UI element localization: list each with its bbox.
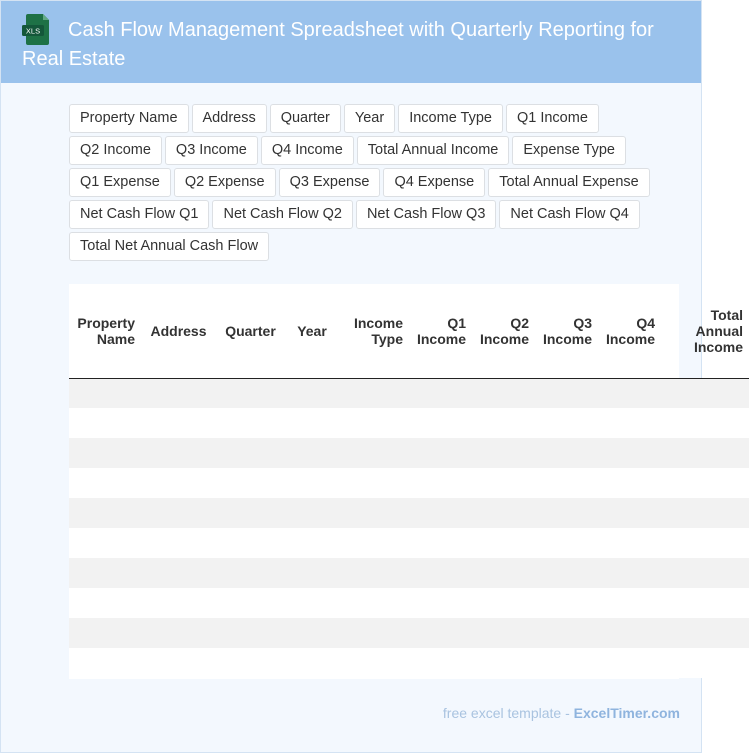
table-cell[interactable] xyxy=(339,648,409,678)
table-cell[interactable] xyxy=(661,648,749,678)
table-cell[interactable] xyxy=(409,468,472,498)
table-cell[interactable] xyxy=(598,558,661,588)
table-header-cell: Q4 Income xyxy=(598,284,661,378)
table-cell[interactable] xyxy=(69,468,141,498)
table-row xyxy=(69,588,749,618)
table-cell[interactable] xyxy=(141,438,216,468)
table-row xyxy=(69,498,749,528)
table-cell[interactable] xyxy=(141,588,216,618)
column-tag[interactable]: Address xyxy=(192,104,267,133)
column-tag[interactable]: Q3 Expense xyxy=(279,168,381,197)
table-cell[interactable] xyxy=(216,648,285,678)
table-cell[interactable] xyxy=(661,408,749,438)
table-cell[interactable] xyxy=(285,468,339,498)
table-header-cell: Property Name xyxy=(69,284,141,378)
table-cell[interactable] xyxy=(69,588,141,618)
table-cell[interactable] xyxy=(472,498,535,528)
column-tag[interactable]: Q3 Income xyxy=(165,136,258,165)
table-cell[interactable] xyxy=(535,438,598,468)
table-cell[interactable] xyxy=(216,378,285,408)
table-header-cell: Address xyxy=(141,284,216,378)
table-cell[interactable] xyxy=(409,408,472,438)
table-cell[interactable] xyxy=(141,378,216,408)
table-cell[interactable] xyxy=(339,438,409,468)
table-cell[interactable] xyxy=(69,618,141,648)
table-cell[interactable] xyxy=(339,558,409,588)
table-cell[interactable] xyxy=(598,378,661,408)
column-tag[interactable]: Net Cash Flow Q4 xyxy=(499,200,639,229)
table-cell[interactable] xyxy=(472,528,535,558)
table-cell[interactable] xyxy=(141,408,216,438)
table-cell[interactable] xyxy=(409,438,472,468)
table-cell[interactable] xyxy=(141,528,216,558)
column-tag[interactable]: Year xyxy=(344,104,395,133)
table-cell[interactable] xyxy=(216,588,285,618)
svg-text:XLS: XLS xyxy=(25,26,41,36)
spreadsheet-table-container[interactable] xyxy=(69,284,743,679)
column-tag[interactable]: Q4 Income xyxy=(261,136,354,165)
table-cell[interactable] xyxy=(661,528,749,558)
footer-brand-link[interactable]: ExcelTimer.com xyxy=(573,705,680,721)
table-cell[interactable] xyxy=(535,498,598,528)
table-cell[interactable] xyxy=(285,378,339,408)
table-cell[interactable] xyxy=(661,558,749,588)
table-row xyxy=(69,618,749,648)
header-banner xyxy=(1,1,701,83)
table-cell[interactable] xyxy=(472,378,535,408)
table-cell[interactable] xyxy=(472,588,535,618)
column-tag[interactable]: Net Cash Flow Q1 xyxy=(69,200,209,229)
table-cell[interactable] xyxy=(661,438,749,468)
table-header-cell: Year xyxy=(285,284,339,378)
table-cell[interactable] xyxy=(409,618,472,648)
table-cell[interactable] xyxy=(661,468,749,498)
table-cell[interactable] xyxy=(472,468,535,498)
table-row xyxy=(69,438,749,468)
column-tag[interactable]: Net Cash Flow Q2 xyxy=(212,200,352,229)
table-cell[interactable] xyxy=(339,498,409,528)
table-cell[interactable] xyxy=(285,648,339,678)
table-row xyxy=(69,528,749,558)
table-cell[interactable] xyxy=(472,558,535,588)
table-cell[interactable] xyxy=(285,408,339,438)
table-row xyxy=(69,468,749,498)
table-cell[interactable] xyxy=(69,408,141,438)
column-tag[interactable]: Net Cash Flow Q3 xyxy=(356,200,496,229)
table-cell[interactable] xyxy=(216,468,285,498)
table-cell[interactable] xyxy=(285,558,339,588)
column-tag[interactable]: Total Net Annual Cash Flow xyxy=(69,232,269,261)
table-cell[interactable] xyxy=(69,378,141,408)
table-cell[interactable] xyxy=(598,648,661,678)
table-cell[interactable] xyxy=(535,588,598,618)
table-cell[interactable] xyxy=(535,468,598,498)
column-tag[interactable]: Total Annual Income xyxy=(357,136,510,165)
table-cell[interactable] xyxy=(409,588,472,618)
table-cell[interactable] xyxy=(285,498,339,528)
table-cell[interactable] xyxy=(409,378,472,408)
column-tag[interactable]: Expense Type xyxy=(512,136,626,165)
footer-prefix: free excel template - xyxy=(442,705,570,721)
column-tag[interactable]: Total Annual Expense xyxy=(488,168,649,197)
column-tag[interactable]: Q1 Income xyxy=(506,104,599,133)
table-cell[interactable] xyxy=(472,438,535,468)
table-row xyxy=(69,378,749,408)
table-cell[interactable] xyxy=(535,618,598,648)
table-cell[interactable] xyxy=(216,438,285,468)
table-cell[interactable] xyxy=(69,438,141,468)
table-cell[interactable] xyxy=(216,618,285,648)
page-title: Cash Flow Management Spreadsheet with Quarterly Reporting for Real Estate xyxy=(22,19,654,70)
table-cell[interactable] xyxy=(598,498,661,528)
table-cell[interactable] xyxy=(409,528,472,558)
table-cell[interactable] xyxy=(535,378,598,408)
table-header-cell: Income Type xyxy=(339,284,409,378)
table-cell[interactable] xyxy=(69,528,141,558)
table-cell[interactable] xyxy=(141,468,216,498)
table-cell[interactable] xyxy=(69,558,141,588)
column-tag[interactable]: Q1 Expense xyxy=(69,168,171,197)
column-tag[interactable]: Q2 Income xyxy=(69,136,162,165)
table-cell[interactable] xyxy=(216,558,285,588)
table-row xyxy=(69,408,749,438)
table-cell[interactable] xyxy=(339,588,409,618)
table-cell[interactable] xyxy=(339,468,409,498)
table-cell[interactable] xyxy=(285,528,339,558)
table-cell[interactable] xyxy=(598,528,661,558)
table-row xyxy=(69,648,749,678)
table-cell[interactable] xyxy=(598,468,661,498)
table-cell[interactable] xyxy=(339,528,409,558)
table-cell[interactable] xyxy=(472,648,535,678)
table-cell[interactable] xyxy=(141,558,216,588)
column-tag[interactable]: Q2 Expense xyxy=(174,168,276,197)
table-cell[interactable] xyxy=(141,618,216,648)
table-cell[interactable] xyxy=(661,378,749,408)
table-cell[interactable] xyxy=(69,648,141,678)
table-cell[interactable] xyxy=(535,558,598,588)
table-cell[interactable] xyxy=(216,528,285,558)
table-cell[interactable] xyxy=(69,498,141,528)
table-cell[interactable] xyxy=(285,588,339,618)
column-tag-list xyxy=(69,104,669,264)
table-body xyxy=(69,378,749,678)
table-cell[interactable] xyxy=(339,618,409,648)
table-header-cell: Q3 Income xyxy=(535,284,598,378)
table-cell[interactable] xyxy=(141,648,216,678)
column-tag[interactable]: Income Type xyxy=(398,104,503,133)
table-cell[interactable] xyxy=(216,498,285,528)
table-cell[interactable] xyxy=(339,378,409,408)
table-cell[interactable] xyxy=(472,408,535,438)
table-cell[interactable] xyxy=(535,648,598,678)
table-cell[interactable] xyxy=(535,528,598,558)
table-header-cell: Q1 Income xyxy=(409,284,472,378)
table-cell[interactable] xyxy=(216,408,285,438)
table-cell[interactable] xyxy=(339,408,409,438)
column-tag[interactable]: Quarter xyxy=(270,104,341,133)
table-cell[interactable] xyxy=(285,618,339,648)
table-cell[interactable] xyxy=(598,408,661,438)
table-header-cell: Q2 Income xyxy=(472,284,535,378)
table-header-cell: Quarter xyxy=(216,284,285,378)
table-header-cell: Total Annual Income xyxy=(661,284,749,378)
table-cell[interactable] xyxy=(598,618,661,648)
table-cell[interactable] xyxy=(472,618,535,648)
footer-credit xyxy=(443,705,680,721)
table-cell[interactable] xyxy=(409,558,472,588)
table-cell[interactable] xyxy=(409,648,472,678)
table-row xyxy=(69,558,749,588)
table-cell[interactable] xyxy=(535,408,598,438)
table-cell[interactable] xyxy=(141,498,216,528)
spreadsheet-table xyxy=(69,284,749,678)
table-cell[interactable] xyxy=(598,438,661,468)
column-tag[interactable]: Q4 Expense xyxy=(383,168,485,197)
table-cell[interactable] xyxy=(661,588,749,618)
column-tag[interactable]: Property Name xyxy=(69,104,189,133)
table-cell[interactable] xyxy=(661,618,749,648)
table-cell[interactable] xyxy=(409,498,472,528)
table-cell[interactable] xyxy=(285,438,339,468)
table-cell[interactable] xyxy=(661,498,749,528)
table-cell[interactable] xyxy=(598,588,661,618)
table-header-row xyxy=(69,284,749,378)
